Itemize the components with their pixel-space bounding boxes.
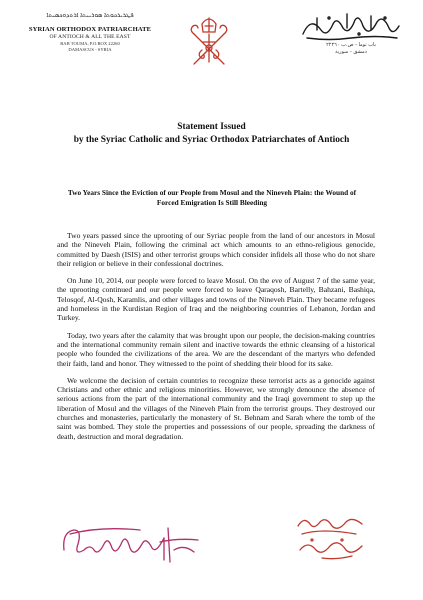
letterhead-address-2: DAMASCUS - SYRIA	[68, 47, 112, 52]
document-subtitle: by the Syriac Catholic and Syriac Orthodox Patriarchates of Antioch	[73, 135, 350, 145]
body-paragraph-4: We welcome the decision of certain countries to recognize these terrorist acts as a genocide against Christians and other ethnic and religious minorities. However, we strongly denounce the absence of serious actions from the part of the international community and the Iraqi government to step up the liberation of Mosul and the villages of the Nineveh Plain from the terrorist groups. They destroyed our churches and monasteries, particularly the monastery of St. Behnam and Sarah where the tomb of the saint was bombed. They stole the properties and possessions of our people, spreading the darkness of death, destruction and moral degradation.	[57, 375, 375, 441]
letterhead-subname: OF ANTIOCH & ALL THE EAST	[49, 34, 131, 40]
section-heading: Two Years Since the Eviction of our People from Mosul and the Nineveh Plain: the Wound of Forced Emigration Is Still Bleeding	[67, 188, 357, 207]
letterhead-arabic-address-2: دمشق - سورية	[335, 49, 367, 55]
letterhead-left	[20, 12, 160, 53]
body-paragraph-3: Today, two years after the calamity that was brought upon our people, the decision-making countries and the international community remain silent and inactive towards the ethnic cleansing of a historical people who founded the civilizations of the area. We are the descendant of the martyrs who defended their faith, land and honor. They witnessed to the point of shedding their blood for its sake.	[57, 330, 375, 368]
body-paragraph-1: Two years passed since the uprooting of our Syriac people from the land of our ancestors in Mosul and the Nineveh Plain, following the criminal act which amounts to an ethno-religious genocide, committed by Daesh (ISIS) and other terrorist groups which consider infidels all those who do not share their religion or believe in their confessional doctrines.	[57, 231, 375, 268]
letterhead-name: SYRIAN ORTHODOX PATRIARCHATE	[28, 26, 152, 33]
signature-left-icon	[60, 520, 202, 564]
letterhead-syriac-text: ܦܛܪܝܪܟܘܬܐ ܣܘܪܝܝܬܐ ܐܪܬܕܘܟܣܝܬܐ	[46, 12, 134, 19]
letterhead-arabic-address-1: باب توما - ص.ب ٢٢٢٦٠	[326, 42, 376, 48]
patriarchate-emblem-icon	[184, 12, 234, 68]
statement-body	[57, 231, 375, 441]
letterhead-address-1: BAB TOUMA, P.O.BOX 22260	[60, 41, 120, 46]
arabic-calligraphy-logo-icon	[299, 10, 403, 42]
signature-right-icon	[292, 512, 368, 562]
letterhead-right	[299, 10, 403, 56]
document-title: Statement Issued	[177, 122, 246, 132]
body-paragraph-2: On June 10, 2014, our people were forced to leave Mosul. On the eve of August 7 of the same year, the uprooting continued and our people were forced to leave Qaraqosh, Bartelly, Bahzani, Bashiqa, Telosqof, Al-Qosh, Karamlis, and other villages and towns of the Nineveh Plain. They became refugees and homeless in the Kurdistan Region of Iraq and the neighboring countries of Lebanon, Jordan and Turkey.	[57, 276, 375, 323]
